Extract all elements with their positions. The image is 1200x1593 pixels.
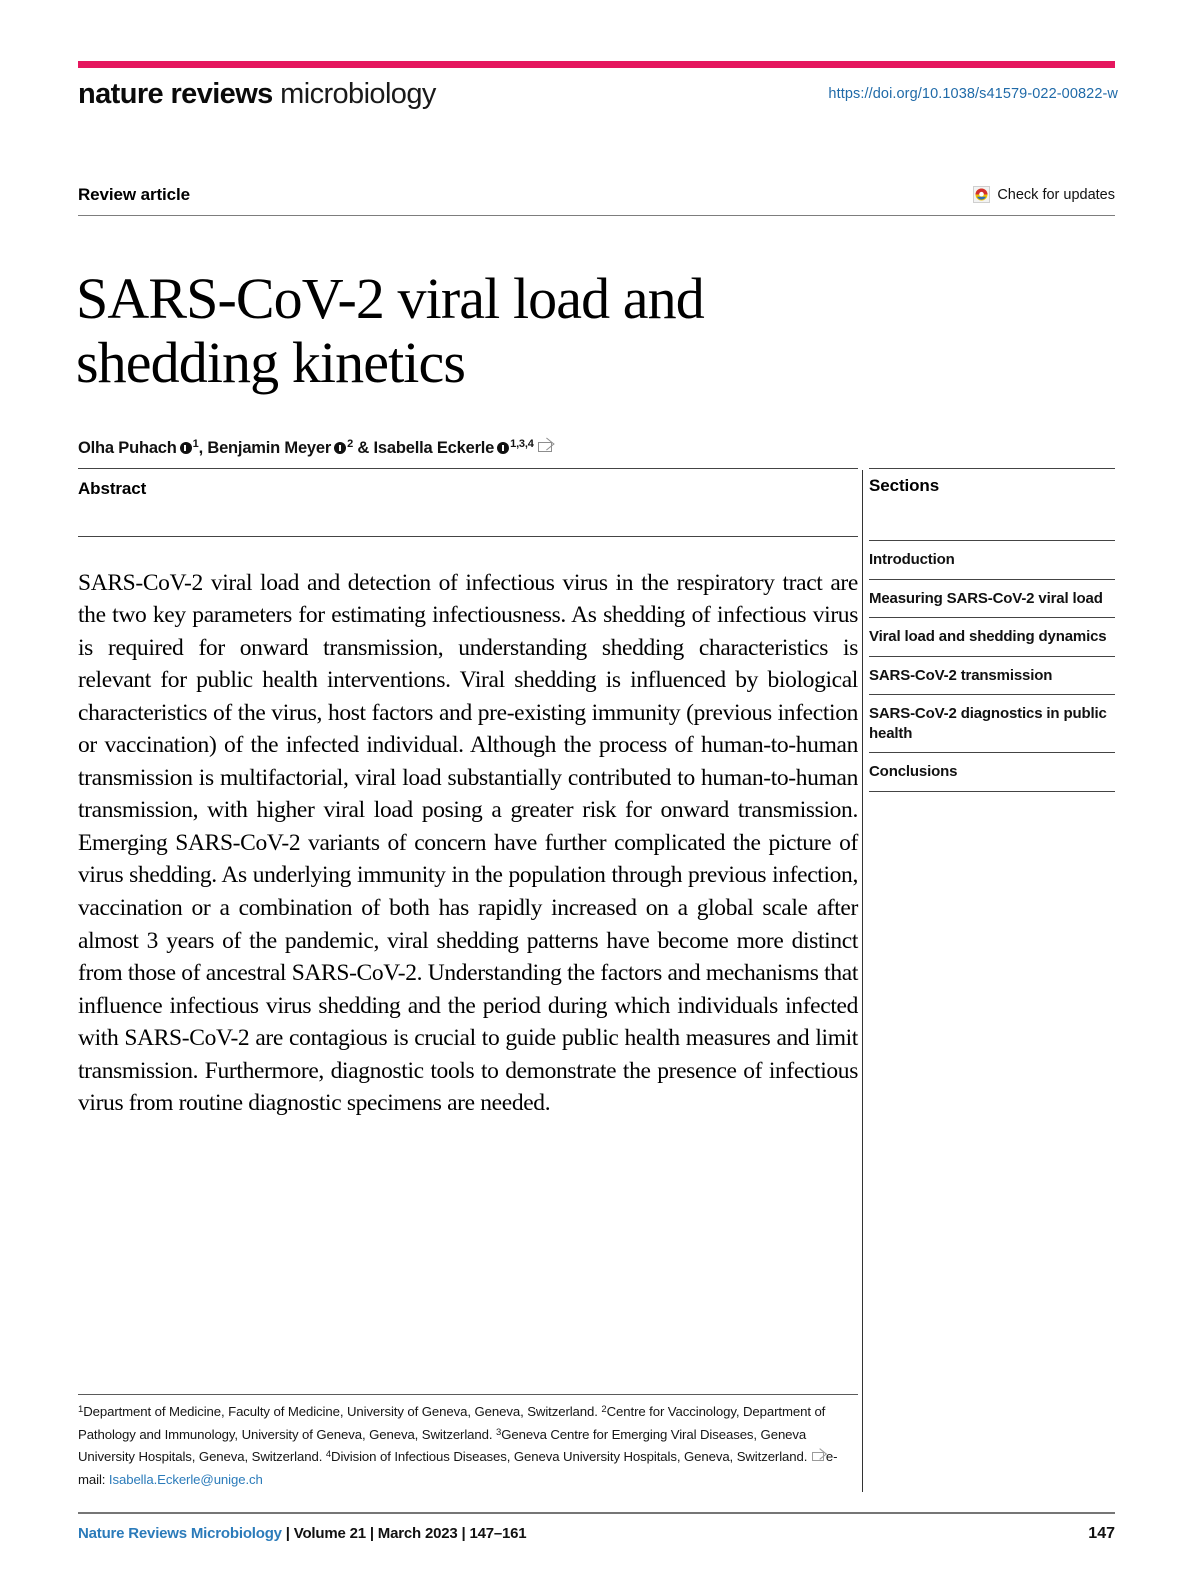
column-divider [862, 470, 863, 1492]
email-label: e-mail: [78, 1449, 838, 1488]
author-name-3: Isabella Eckerle [373, 439, 495, 457]
affiliation-4: Division of Infectious Diseases, Geneva University Hospitals, Geneva, Switzerland. [331, 1449, 808, 1465]
affiliation-sup-4: 4 [325, 1449, 332, 1461]
journal-logo-light: microbiology [280, 78, 436, 110]
page-number: 147 [1088, 1525, 1115, 1542]
author-name-1: Olha Puhach [78, 439, 177, 457]
affiliation-2: Centre for Vaccinology, Department of Pathology and Immunology, University of Geneva, Geneva, Switzerland. [78, 1404, 826, 1442]
affiliation-sup-1: 1 [78, 1404, 84, 1415]
check-for-updates-button[interactable] [973, 186, 1115, 203]
journal-logo [78, 78, 436, 111]
divider-sections-top [869, 468, 1115, 469]
crossmark-icon [973, 186, 990, 203]
affiliation-sup-3: 3 [496, 1426, 502, 1438]
page-title: SARS-CoV-2 viral load and shedding kinetics [76, 265, 704, 396]
author-separator-2: & [353, 439, 374, 457]
sidebar-item-conclusions[interactable]: Conclusions [869, 752, 1115, 792]
article-type-label: Review article [78, 185, 190, 204]
sidebar-item-diagnostics-public-health[interactable]: SARS-CoV-2 diagnostics in public health [869, 694, 1115, 752]
abstract-heading: Abstract [78, 479, 147, 498]
footer-volume-info: | Volume 21 | March 2023 | 147–161 [281, 1525, 527, 1542]
affiliation-1: Department of Medicine, Faculty of Medicine, University of Geneva, Geneva, Switzerland. [83, 1404, 598, 1419]
author-list [78, 438, 878, 458]
orcid-icon[interactable] [180, 442, 192, 454]
affiliation-3: Geneva Centre for Emerging Viral Diseases, Geneva University Hospitals, Geneva, Switzerland. [78, 1426, 807, 1465]
orcid-icon[interactable] [334, 442, 346, 454]
journal-logo-bold: nature reviews [78, 78, 273, 110]
footer-citation [78, 1525, 526, 1542]
footer-divider [78, 1512, 1115, 1514]
author-name-2: Benjamin Meyer [207, 439, 332, 457]
sidebar-item-introduction[interactable]: Introduction [869, 540, 1115, 579]
author-affil-sup-3: 1,3,4 [510, 438, 534, 450]
divider-under-abstract-heading [78, 536, 858, 537]
footer-journal-name[interactable]: Nature Reviews Microbiology [78, 1525, 282, 1542]
sections-heading: Sections [869, 476, 940, 495]
author-separator-1: , [198, 439, 208, 457]
affiliations-block [78, 1401, 860, 1492]
corresponding-email-link[interactable]: Isabella.Eckerle@unige.ch [108, 1472, 263, 1488]
sidebar-item-viral-load-shedding-dynamics[interactable]: Viral load and shedding dynamics [869, 617, 1115, 656]
divider-above-affiliations [78, 1394, 858, 1395]
divider-under-authors [78, 468, 858, 469]
masthead [78, 78, 1118, 118]
sidebar-item-measuring-viral-load[interactable]: Measuring SARS-CoV-2 viral load [869, 579, 1115, 618]
envelope-icon[interactable] [538, 442, 552, 452]
envelope-icon [812, 1452, 824, 1461]
author-affil-sup-2: 2 [347, 438, 354, 450]
doi-link[interactable]: https://doi.org/10.1038/s41579-022-00822-w [828, 86, 1118, 102]
brand-rule [78, 61, 1115, 68]
page-footer [78, 1525, 1115, 1551]
sections-panel [869, 476, 1115, 792]
author-affil-sup-1: 1 [192, 438, 199, 450]
divider-under-article-type [78, 215, 1115, 216]
check-for-updates-label: Check for updates [997, 186, 1115, 203]
sidebar-item-transmission[interactable]: SARS-CoV-2 transmission [869, 656, 1115, 695]
affiliation-sup-2: 2 [601, 1404, 607, 1415]
article-type-row [78, 185, 1115, 215]
orcid-icon[interactable] [497, 442, 509, 454]
abstract-body: SARS-CoV-2 viral load and detection of infectious virus in the respiratory tract are the two key parameters for estimating infectiousness. As shedding of infectious virus is required for onward transmission, understanding shedding characteristics is relevant for public health interventions. Viral shedding is influenced by biological characteristics of the virus, host factors and pre-existing immunity (previous infection or vaccination) of the infected individual. Although the process of human-to-human transmission is multifactorial, viral load substantially contributed to human-to-human transmission, with higher viral load posing a greater risk for onward transmission. Emerging SARS-CoV-2 variants of concern have further complicated the picture of virus shedding. As underlying immunity in the population through previous infection, vaccination or a combination of both has rapidly increased on a global scale after almost 3 years of the pandemic, viral shedding patterns have become more distinct from those of ancestral SARS-CoV-2. Understanding the factors and mechanisms that influence infectious virus shedding and the period during which individuals infected with SARS-CoV-2 are contagious is crucial to guide public health measures and limit transmission. Furthermore, diagnostic tools to demonstrate the presence of infectious virus from routine diagnostic specimens are needed. [78, 569, 858, 1117]
